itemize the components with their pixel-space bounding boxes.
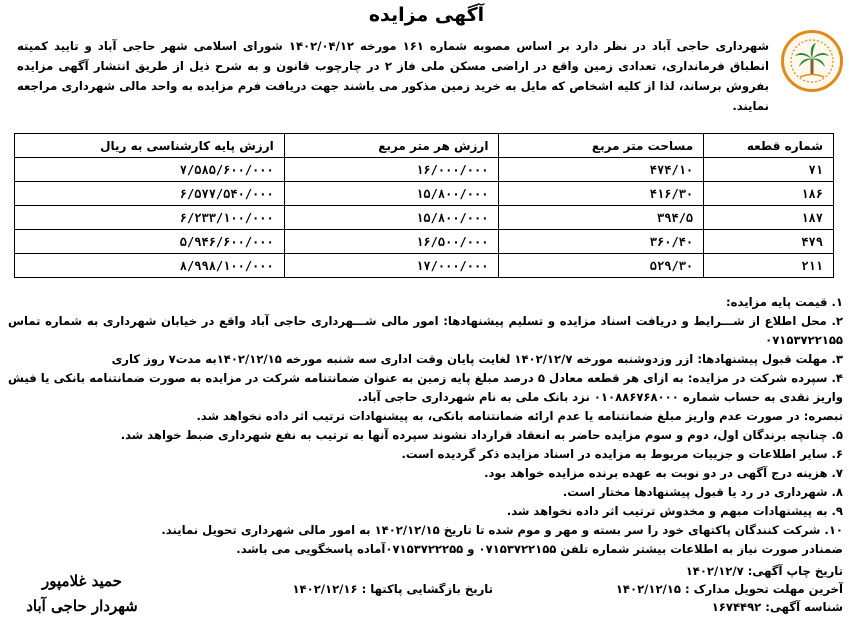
clause-note: تبصره: در صورت عدم واریز مبلغ ضمانتنامه یا عدم ارائه ضمانتنامه بانکی، به پیشنهادات ترتیب اثر داده نخواهد شد. <box>196 409 843 423</box>
notice-title: آگهی مزایده <box>368 4 485 26</box>
cell-price-per-meter: ۱۷/۰۰۰/۰۰۰ <box>284 254 499 278</box>
cell-area: ۴۱۶/۳۰ <box>499 182 704 206</box>
cell-price-per-meter: ۱۶/۵۰۰/۰۰۰ <box>284 230 499 254</box>
submission-deadline: آخرین مهلت تحویل مدارک : ۱۴۰۲/۱۲/۱۵ <box>615 582 843 596</box>
cell-price-per-meter: ۱۵/۸۰۰/۰۰۰ <box>284 182 499 206</box>
table-row <box>15 158 834 182</box>
clause-document-location: ۲. محل اطلاع از شـــرایط و دریافت اسناد مزایده و تسلیم پیشنهادها: امور مالی شـــهرداری حاجی آباد واقع در خیابان شهرداری به شماره تماس ۰۷۱۵۳۷۲۲۱۵۵ <box>8 314 843 347</box>
cell-base-value: ۵/۹۴۶/۶۰۰/۰۰۰ <box>15 230 285 254</box>
signer-title: شهردار حاجی آباد <box>26 597 138 615</box>
clause-base-price: ۱. قیمت پایه مزایده: <box>726 295 843 309</box>
opening-date: تاریخ بازگشایی پاکتها : ۱۴۰۲/۱۲/۱۶ <box>292 582 493 596</box>
cell-area: ۳۶۰/۴۰ <box>499 230 704 254</box>
notice-footer <box>0 564 853 642</box>
cell-parcel-number: ۲۱۱ <box>704 254 834 278</box>
table-row <box>15 230 834 254</box>
intro-paragraph: شهرداری حاجی آباد در نظر دارد بر اساس مصوبه شماره ۱۶۱ مورخه ۱۴۰۲/۰۴/۱۲ شورای اسلامی شهر حاجی آباد و تایید کمیته انطباق فرمانداری، تعدادی زمین واقع در اراضی مسکن ملی فاز ۲ در چارچوب قانون و به شرح ذیل از طریق انتشار آگهی مزایده بفروش برساند، لذا از کلیه اشخاص که مایل به خرید زمین مذکور می باشند جهت دریافت فرم مزایده به واحد مالی شهرداری مراجعه نمایند. <box>17 39 769 113</box>
clause-other-info: ۶. سایر اطلاعات و جزییات مربوط به مزایده در اسناد مزایده ذکر گردیده است. <box>401 447 843 461</box>
cell-price-per-meter: ۱۵/۸۰۰/۰۰۰ <box>284 206 499 230</box>
clause-municipality-right: ۸. شهرداری در رد یا قبول پیشنهادها مختار است. <box>562 485 843 499</box>
cell-base-value: ۶/۲۳۳/۱۰۰/۰۰۰ <box>15 206 285 230</box>
cell-parcel-number: ۷۱ <box>704 158 834 182</box>
parcels-table <box>14 133 834 278</box>
clause-contact: ضمنادر صورت نیاز به اطلاعات بیشتر شماره تلفن ۰۷۱۵۳۷۲۲۱۵۵ و ۰۷۱۵۳۷۲۲۲۵۵آماده پاسخگویی می باشد. <box>236 542 843 556</box>
table-row <box>15 206 834 230</box>
clause-forfeit: ۵. چنانچه برندگان اول، دوم و سوم مزایده حاضر به انعقاد قرارداد نشوند سپرده آنها به ترتیب به نفع شهرداری ضبط خواهد شد. <box>120 428 843 442</box>
cell-base-value: ۸/۹۹۸/۱۰۰/۰۰۰ <box>15 254 285 278</box>
cell-base-value: ۷/۵۸۵/۶۰۰/۰۰۰ <box>15 158 285 182</box>
table-header-row <box>15 134 834 158</box>
municipality-logo <box>781 30 843 92</box>
table-row <box>15 254 834 278</box>
clause-deposit: ۴. سپرده شرکت در مزایده: به ازای هر قطعه معادل ۵ درصد مبلغ پایه زمین به عنوان ضمانتنامه شرکت در مزایده به صورت ضمانتنامه بانکی یا فیش واریز نقدی به حساب شماره ۰۱۰۸۸۶۷۶۸۰۰۰ نزد بانک ملی به نام شهرداری حاجی آباد. <box>8 371 843 404</box>
cell-area: ۳۹۴/۵ <box>499 206 704 230</box>
cell-base-value: ۶/۵۷۷/۵۴۰/۰۰۰ <box>15 182 285 206</box>
clause-envelope-delivery: ۱۰. شرکت کنندگان پاکتهای خود را سر بسته و مهر و موم شده تا تاریخ ۱۴۰۲/۱۲/۱۵ به امور مالی شهرداری تحویل نمایند. <box>161 523 843 537</box>
clause-ad-cost: ۷. هزینه درج آگهی در دو نوبت به عهده برنده مزایده خواهد بود. <box>484 466 843 480</box>
header-base-value: ارزش پایه کارشناسی به ریال <box>15 134 285 158</box>
clause-ambiguous-bids: ۹. به پیشنهادات مبهم و مخدوش ترتیب اثر داده نخواهد شد. <box>506 504 843 518</box>
cell-price-per-meter: ۱۶/۰۰۰/۰۰۰ <box>284 158 499 182</box>
table-row <box>15 182 834 206</box>
cell-area: ۴۷۴/۱۰ <box>499 158 704 182</box>
cell-parcel-number: ۴۷۹ <box>704 230 834 254</box>
print-date: تاریخ چاپ آگهی: ۱۴۰۲/۱۲/۷ <box>685 564 843 578</box>
palm-tree-icon <box>788 37 836 85</box>
header-parcel-number: شماره قطعه <box>704 134 834 158</box>
signer-name: حمید غلامپور <box>42 572 122 590</box>
cell-parcel-number: ۱۸۷ <box>704 206 834 230</box>
notice-id: شناسه آگهی: ۱۶۷۴۴۹۲ <box>711 600 843 614</box>
header-price-per-meter: ارزش هر متر مربع <box>284 134 499 158</box>
signature-block <box>12 569 152 619</box>
clause-submission-period: ۳. مهلت قبول پیشنهادها: ازر وزدوشنبه مورخه ۱۴۰۲/۱۲/۷ لغایت پایان وقت اداری سه شنبه مورخه ۱۴۰۲/۱۲/۱۵به مدت۷ روز کاری <box>111 352 843 366</box>
conditions-list <box>8 293 843 559</box>
header-area: مساحت متر مربع <box>499 134 704 158</box>
cell-parcel-number: ۱۸۶ <box>704 182 834 206</box>
cell-area: ۵۲۹/۳۰ <box>499 254 704 278</box>
